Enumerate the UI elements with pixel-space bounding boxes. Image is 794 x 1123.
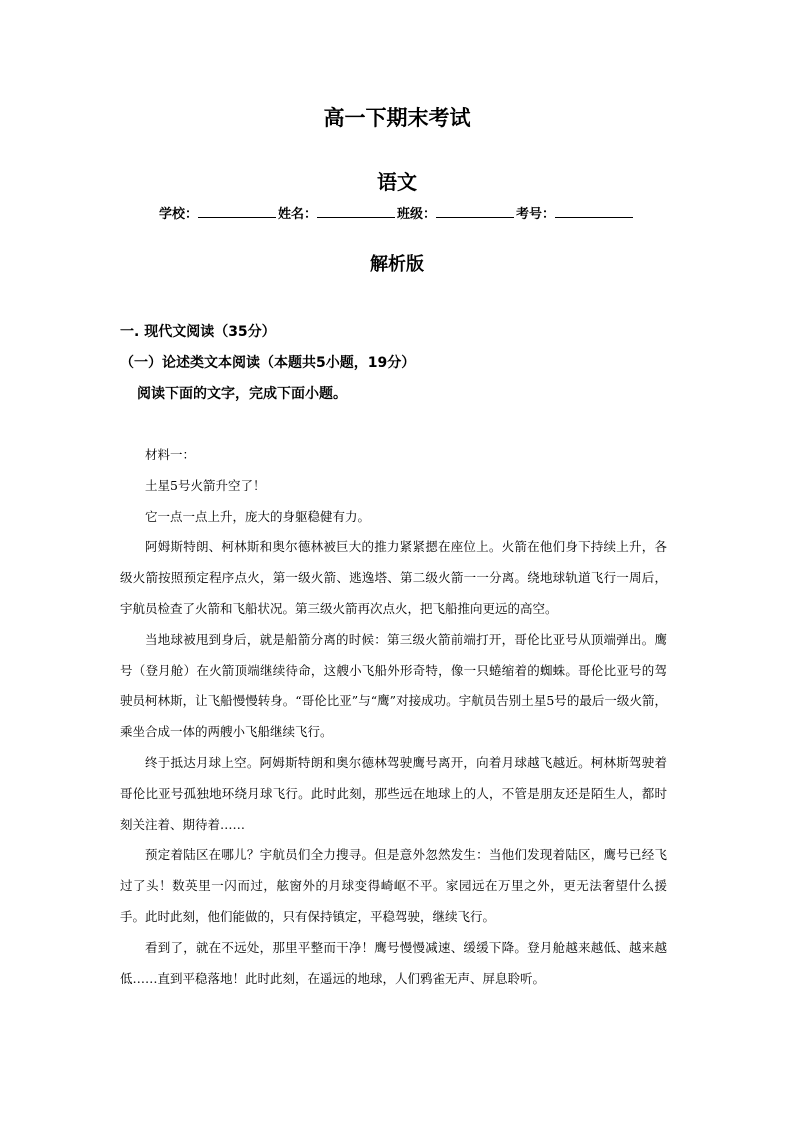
student-info-line xyxy=(0,203,794,222)
exam-title: 高一下期末考试 xyxy=(323,106,471,130)
version-title: 解析版 xyxy=(370,254,424,275)
number-field[interactable] xyxy=(555,206,633,218)
instruction-text: 阅读下面的文字，完成下面小题。 xyxy=(137,386,347,402)
name-label: 姓名： xyxy=(277,207,317,222)
number-label: 考号： xyxy=(516,207,556,222)
subsection-heading: （一）论述类文本阅读（本题共5小题，19分） xyxy=(120,355,416,371)
subject-title: 语文 xyxy=(377,170,417,194)
school-field[interactable] xyxy=(198,206,276,218)
passage-paragraph: 土星5号火箭升空了！ xyxy=(145,477,266,493)
class-field[interactable] xyxy=(436,206,514,218)
name-field[interactable] xyxy=(317,206,395,218)
school-label: 学校： xyxy=(158,207,198,222)
section-heading: 一. 现代文阅读（35分） xyxy=(120,324,276,340)
passage-paragraph: 终于抵达月球上空。阿姆斯特朗和奥尔德林驾驶鹰号离开，向着月球越飞越近。柯林斯驾驶着哥伦比亚号孤独地环绕月球飞行。此时此刻，那些远在地球上的人，不管是朋友还是陌生人，都时刻关注着、期待着…… xyxy=(120,754,667,832)
reading-passage xyxy=(120,440,667,994)
passage-paragraph: 看到了，就在不远处，那里平整而干净！鹰号慢慢减速、缓缓下降。登月舱越来越低、越来越低……直到平稳落地！此时此刻，在遥远的地球，人们鸦雀无声、屏息聆听。 xyxy=(120,939,667,986)
passage-paragraph: 它一点一点上升，庞大的身躯稳健有力。 xyxy=(145,508,371,524)
passage-paragraph: 阿姆斯特朗、柯林斯和奥尔德林被巨大的推力紧紧摁在座位上。火箭在他们身下持续上升，各级火箭按照预定程序点火，第一级火箭、逃逸塔、第二级火箭一一分离。绕地球轨道飞行一周后，宇航员检查了火箭和飞船状况。第三级火箭再次点火，把飞船推向更远的高空。 xyxy=(120,539,667,616)
material-label: 材料一： xyxy=(145,447,196,462)
passage-paragraph: 预定着陆区在哪儿？宇航员们全力搜寻。但是意外忽然发生：当他们发现着陆区，鹰号已经飞过了头！数英里一闪而过，舷窗外的月球变得崎岖不平。家园远在万里之外，更无法奢望什么援手。此时此刻，他们能做的，只有保持镇定，平稳驾驶，继续飞行。 xyxy=(120,847,667,924)
passage-paragraph: 当地球被甩到身后，就是船箭分离的时候：第三级火箭前端打开，哥伦比亚号从顶端弹出。鹰号（登月舱）在火箭顶端继续待命，这艘小飞船外形奇特，像一只蜷缩着的蜘蛛。哥伦比亚号的驾驶员柯林斯，让飞船慢慢转身。“哥伦比亚”与“鹰”对接成功。宇航员告别土星5号的最后一级火箭，乘坐合成一体的两艘小飞船继续飞行。 xyxy=(120,631,667,740)
class-label: 班级： xyxy=(397,207,437,222)
